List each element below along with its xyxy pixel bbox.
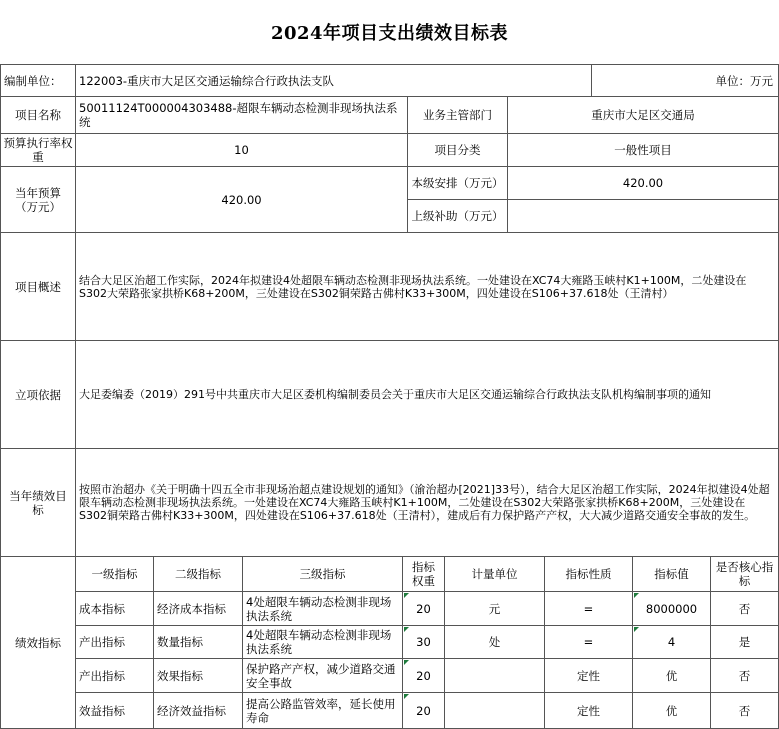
header-value: 指标值 [633,557,711,592]
overview-label: 项目概述 [0,233,76,341]
header-unit: 计量单位 [445,557,545,592]
row1-weight: 20 [403,592,445,626]
local-label: 本级安排（万元） [408,167,508,200]
row4-nature: 定性 [545,693,633,729]
cell-marker-icon [404,694,409,699]
row4-l1: 效益指标 [76,693,154,729]
row2-unit: 处 [445,626,545,659]
row1-l3: 4处超限车辆动态检测非现场执法系统 [243,592,403,626]
indicators-label: 绩效指标 [0,557,76,729]
header-l2: 二级指标 [154,557,243,592]
weight-label: 预算执行率权重 [0,134,76,167]
weight-value: 10 [76,134,408,167]
project-name-value: 50011124T000004303488-超限车辆动态检测非现场执法系统 [76,97,408,134]
superior-label: 上级补助（万元） [408,200,508,233]
row1-unit: 元 [445,592,545,626]
row3-weight: 20 [403,659,445,693]
row1-nature: = [545,592,633,626]
row3-core: 否 [711,659,779,693]
header-core: 是否核心指标 [711,557,779,592]
project-name-label: 项目名称 [0,97,76,134]
cell-marker-icon [404,660,409,665]
dept-value: 重庆市大足区交通局 [508,97,779,134]
page-title: 2024年项目支出绩效目标表 [270,23,509,44]
basis-text: 大足委编委（2019）291号中共重庆市大足区委机构编制委员会关于重庆市大足区交通运输综合行政执法支队机构编制事项的通知 [76,341,779,449]
goal-text: 按照市治超办《关于明确十四五全市非现场治超点建设规划的通知》（渝治超办[2021]33号），结合大足区治超工作实际，2024年拟建设4处超限车辆动态检测非现场执法系统。一处建设在XC74大雍路玉峡村K1+100M，二处建设在S302大荣路张家拱桥K68+200M，三处建设在S302铜荣路古佛村K33+300M，四处建设在S106+37.618处（王清村），建成后有力保护路产产权，大大减少道路交通安全事故的发生。 [76,449,779,557]
row2-l1: 产出指标 [76,626,154,659]
currency-label: 单位：万元 [592,64,779,97]
goal-label: 当年绩效目标 [0,449,76,557]
row2-value: 4 [633,626,711,659]
overview-text: 结合大足区治超工作实际，2024年拟建设4处超限车辆动态检测非现场执法系统。一处建设在XC74大雍路玉峡村K1+100M，二处建设在S302大荣路张家拱桥K68+200M，三处建设在S302铜荣路古佛村K33+300M，四处建设在S106+37.618处（王清村） [76,233,779,341]
row4-l3: 提高公路监管效率，延长使用寿命 [243,693,403,729]
row3-value: 优 [633,659,711,693]
row2-weight: 30 [403,626,445,659]
row1-core: 否 [711,592,779,626]
budget-label: 当年预算（万元） [0,167,76,233]
header-weight: 指标权重 [403,557,445,592]
cell-marker-icon [634,593,639,598]
row3-l3: 保护路产产权，减少道路交通安全事故 [243,659,403,693]
row3-l1: 产出指标 [76,659,154,693]
local-value: 420.00 [508,167,779,200]
header-l3: 三级指标 [243,557,403,592]
row3-l2: 效果指标 [154,659,243,693]
row1-l2: 经济成本指标 [154,592,243,626]
header-nature: 指标性质 [545,557,633,592]
row4-value: 优 [633,693,711,729]
basis-label: 立项依据 [0,341,76,449]
category-value: 一般性项目 [508,134,779,167]
row3-unit [445,659,545,693]
dept-label: 业务主管部门 [408,97,508,134]
budget-value: 420.00 [76,167,408,233]
cell-marker-icon [634,627,639,632]
unit-value: 122003-重庆市大足区交通运输综合行政执法支队 [76,64,592,97]
row3-nature: 定性 [545,659,633,693]
row2-l3: 4处超限车辆动态检测非现场执法系统 [243,626,403,659]
row4-weight: 20 [403,693,445,729]
row1-value: 8000000 [633,592,711,626]
row2-nature: = [545,626,633,659]
row2-core: 是 [711,626,779,659]
category-label: 项目分类 [408,134,508,167]
superior-value [508,200,779,233]
cell-marker-icon [404,627,409,632]
row4-l2: 经济效益指标 [154,693,243,729]
row4-core: 否 [711,693,779,729]
header-l1: 一级指标 [76,557,154,592]
row1-l1: 成本指标 [76,592,154,626]
unit-label: 编制单位： [0,64,76,97]
cell-marker-icon [404,593,409,598]
row4-unit [445,693,545,729]
row2-l2: 数量指标 [154,626,243,659]
